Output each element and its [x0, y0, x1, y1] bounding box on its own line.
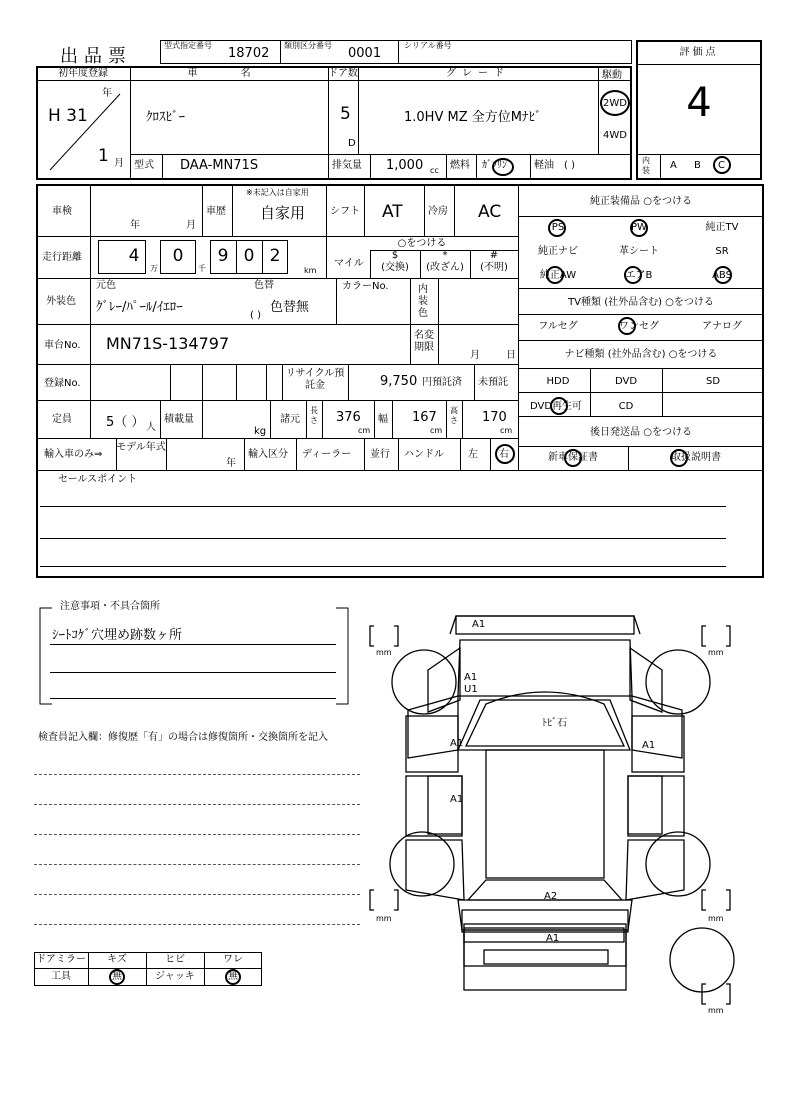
tools-label: 工具: [51, 971, 71, 982]
grade-label: グレード: [446, 68, 510, 79]
divider: [166, 438, 167, 470]
sales-line: [40, 538, 726, 539]
disp-unit: cc: [430, 166, 439, 175]
jack-value: 無: [228, 971, 238, 982]
divider: [170, 364, 171, 400]
handle-circle-mark: [495, 444, 515, 464]
dims-label: 諸元: [280, 414, 300, 425]
divider: [322, 400, 323, 438]
divider: [446, 400, 447, 438]
mark-hood-left2: U1: [464, 684, 478, 695]
equip-circle-mark: [630, 219, 648, 237]
divider: [202, 184, 203, 236]
shift-label: シフト: [330, 206, 360, 217]
mark-front: A1: [472, 619, 486, 630]
fuel-paren: ( ): [564, 160, 575, 171]
divider: [162, 154, 163, 180]
grade-value: 1.0HV MZ 全方位Mﾅﾋﾞ: [404, 110, 542, 125]
exch-sym: $: [391, 250, 399, 261]
mark-hood-left: A1: [464, 672, 478, 683]
drive-circle-mark: [600, 90, 630, 116]
equip-aw: 純正AW: [539, 270, 577, 281]
history-value: 自家用: [260, 204, 306, 222]
divider: [232, 184, 233, 236]
color-value: ｸﾞﾚｰ/ﾊﾟｰﾙ/ｲｴﾛｰ: [96, 300, 183, 315]
fuel-label: 燃料: [450, 160, 470, 171]
mileage-digit-2: 0: [172, 246, 184, 266]
equip-navi: 純正ナビ: [538, 246, 578, 257]
chassis-value: MN71S-134797: [106, 334, 230, 353]
wid-cm: cm: [430, 426, 443, 435]
fuel-gas: ｶﾞｿﾘﾝ: [482, 160, 507, 171]
navi-dvdplay: DVD再生可: [529, 401, 583, 412]
fuel-light: 軽油: [534, 160, 554, 171]
divider: [364, 184, 365, 236]
load-unit: kg: [254, 426, 267, 437]
divider: [280, 40, 281, 64]
navi-title: ナビ種類 (社外品含む) ○をつける: [564, 349, 718, 360]
mark-lf-door: A1: [450, 738, 464, 749]
page-title: 出品票: [60, 46, 132, 67]
divider: [36, 364, 518, 365]
divider: [160, 400, 161, 438]
inspector-line: [34, 894, 360, 895]
type-cert-value: 18702: [228, 46, 270, 61]
navi-circle-mark: [550, 397, 568, 415]
wid-value: 167: [412, 410, 437, 425]
capacity-label: 定員: [52, 414, 72, 425]
color-sub: 元色: [96, 280, 116, 291]
insp-year: 年: [130, 220, 140, 231]
divider: [398, 438, 399, 470]
mm-label: mm: [376, 914, 392, 923]
mileage-km: km: [304, 266, 317, 275]
divider: [518, 288, 764, 289]
fumei-label: (不明): [480, 262, 508, 273]
divider: [370, 154, 371, 180]
mark-lr-door: A1: [450, 794, 464, 805]
divider: [518, 446, 764, 447]
hei-label: 高さ: [450, 406, 458, 425]
divider: [410, 324, 411, 364]
regno-label: 登録No.: [44, 378, 81, 389]
tools-value: 無: [112, 971, 122, 982]
divider: [90, 364, 91, 400]
inspector-line: [34, 834, 360, 835]
recycle-value: 9,750: [380, 374, 418, 389]
divider: [518, 368, 764, 369]
kaizan-sym: *: [442, 250, 448, 261]
namehen-day: 日: [506, 350, 516, 361]
capacity-value: 5（ ）: [106, 415, 145, 430]
later-manual: 取扱説明書: [671, 452, 721, 463]
mileage-digit-5: 2: [269, 246, 281, 266]
hei-value: 170: [482, 410, 507, 425]
divider: [336, 278, 337, 324]
equip-title: 純正装備品 ○をつける: [590, 196, 692, 207]
divider: [328, 154, 329, 180]
divider: [392, 400, 393, 438]
crack-label: ヒビ: [165, 954, 185, 965]
divider: [90, 400, 91, 438]
drive-label: 駆動: [602, 70, 622, 81]
namehen-label: 名変期限: [414, 330, 434, 353]
divider: [590, 368, 591, 416]
divider: [410, 278, 411, 324]
history-label: 車歴: [206, 206, 226, 217]
namehen-month: 月: [470, 350, 480, 361]
fuel-circle-mark: [492, 158, 514, 176]
divider: [130, 66, 131, 180]
doors-sub: D: [348, 138, 356, 149]
drive-4wd: 4WD: [603, 130, 627, 141]
divider: [474, 364, 475, 400]
ac-value: AC: [478, 202, 502, 222]
divider: [636, 64, 762, 65]
wid-label: 幅: [378, 414, 388, 425]
divider: [438, 278, 439, 324]
divider: [236, 364, 237, 400]
right-label: 右: [499, 449, 509, 460]
model-label: 型式: [134, 160, 154, 171]
divider: [130, 154, 632, 155]
serial-label: シリアル番号: [404, 41, 452, 50]
divider: [348, 364, 349, 400]
later-title: 後日発送品 ○をつける: [590, 427, 692, 438]
doors-label: ドア数: [328, 68, 358, 79]
shift-value: AT: [382, 202, 403, 222]
interior-label: 内装: [642, 156, 650, 175]
color-no-label: カラーNo.: [342, 281, 389, 292]
divider: [518, 392, 764, 393]
history-note: ※未記入は自家用: [246, 188, 309, 197]
divider: [462, 400, 463, 438]
reg-year-label: 年: [102, 88, 112, 99]
equip-circle-mark: [548, 219, 566, 237]
divider: [424, 184, 425, 236]
divider: [34, 968, 262, 969]
divider: [364, 438, 365, 470]
equip-circle-mark: [714, 266, 732, 284]
interior-a: A: [670, 160, 677, 171]
model-year-label: モデル年式: [116, 442, 166, 453]
reg-label: 初年度登録: [58, 68, 108, 79]
mm-label: mm: [708, 914, 724, 923]
mark-rear: A2: [544, 891, 558, 902]
handle-label: ハンドル: [404, 449, 444, 460]
divider: [490, 438, 491, 470]
reg-month: 1: [98, 146, 109, 166]
mark-roof: ﾄﾋﾞ石: [542, 718, 567, 729]
ac-label: 冷房: [428, 206, 448, 217]
divider: [438, 324, 439, 364]
navi-dvd: DVD: [614, 376, 638, 387]
color-paren: ( ): [250, 310, 261, 321]
trim-label: 内装色: [418, 284, 428, 319]
equip-airbag: エアB: [625, 270, 653, 281]
interior-circle-mark: [713, 156, 731, 174]
tv-oneseg: ワンセグ: [619, 321, 659, 332]
notes-line1: ｼｰﾄｺｹﾞ穴埋め跡数ヶ所: [52, 628, 183, 643]
interior-c: C: [718, 160, 725, 171]
divider: [36, 236, 518, 237]
mm-label: mm: [708, 648, 724, 657]
left-label: 左: [468, 449, 478, 460]
mileage-digit-3: 9: [217, 246, 229, 266]
equip-tv: 純正TV: [705, 222, 739, 233]
equip-circle-mark: [546, 266, 564, 284]
inspector-line: [34, 804, 360, 805]
divider: [660, 154, 661, 180]
disp-label: 排気量: [332, 160, 362, 171]
divider: [628, 446, 629, 470]
mirror-label: ドアミラー: [36, 954, 86, 965]
mile-label: マイル: [334, 258, 364, 269]
divider: [446, 154, 447, 180]
divider: [36, 438, 518, 439]
divider: [296, 438, 297, 470]
mm-label: mm: [376, 648, 392, 657]
score-value: 4: [686, 80, 712, 126]
car-name-label: 車 名: [187, 68, 271, 79]
tv-title: TV種類 (社外品含む) ○をつける: [568, 297, 714, 308]
import-label: 輸入車のみ⇒: [44, 449, 103, 460]
parallel-label: 並行: [370, 449, 390, 460]
chassis-label: 車台No.: [44, 340, 81, 351]
navi-sd: SD: [705, 376, 721, 387]
recycle-unit: 円預託済: [422, 377, 462, 388]
notes-line: [50, 698, 336, 699]
model-year-unit: 年: [226, 458, 236, 469]
kaizan-label: (改ざん): [426, 262, 464, 273]
later-circle-mark: [670, 449, 688, 467]
divider: [636, 154, 762, 155]
divider: [326, 184, 327, 236]
divider: [270, 400, 271, 438]
sales-line: [40, 506, 726, 507]
divider: [530, 154, 531, 180]
insp-month: 月: [186, 220, 196, 231]
inspector-line: [34, 774, 360, 775]
inspector-label: 検査員記入欄：修復歴「有」の場合は修復箇所・交換箇所を記入: [38, 732, 328, 743]
doors-value: 5: [340, 104, 351, 124]
hei-cm: cm: [500, 426, 513, 435]
divider: [454, 184, 455, 236]
jack-circle-mark: [225, 969, 241, 985]
equip-sr: SR: [715, 246, 729, 257]
exch-label: (交換): [381, 262, 409, 273]
mile-mark: ○をつける: [397, 238, 447, 249]
equip-circle-mark: [624, 266, 642, 284]
scratch-label: キズ: [107, 954, 127, 965]
mileage-digit-1: 4: [128, 246, 140, 266]
capacity-unit: 人: [146, 422, 156, 433]
sales-line: [40, 566, 726, 567]
len-label: 長さ: [310, 406, 318, 425]
jack-label: ジャッキ: [155, 971, 195, 982]
divider: [202, 364, 203, 400]
divider: [518, 416, 764, 417]
divider: [636, 154, 637, 180]
type-cert-label: 型式指定番号: [164, 41, 212, 50]
mileage-label: 走行距離: [42, 252, 82, 263]
divider: [598, 66, 599, 154]
divider: [244, 438, 245, 470]
import-div-label: 輸入区分: [248, 449, 288, 460]
drive-2wd: 2WD: [603, 98, 627, 109]
dealer-label: ディーラー: [302, 449, 352, 460]
divider: [518, 340, 764, 341]
score-label: 評価点: [679, 47, 719, 58]
recycle-none: 未預託: [478, 377, 508, 388]
divider: [36, 80, 632, 81]
later-warranty: 新車保証書: [548, 452, 598, 463]
divider: [36, 470, 764, 471]
color-label: 外装色: [46, 296, 76, 307]
divider: [90, 236, 91, 278]
car-diagram: [360, 600, 770, 1020]
tools-circle-mark: [109, 969, 125, 985]
divider: [90, 278, 91, 324]
mm-label: mm: [708, 1006, 724, 1015]
len-cm: cm: [358, 426, 371, 435]
color-change-label: 色替: [254, 280, 274, 291]
category-value: 0001: [348, 46, 382, 61]
divider: [460, 438, 461, 470]
mileage-man: 万: [150, 264, 158, 273]
notes-title: 注意事項・不具合箇所: [60, 601, 160, 612]
divider: [36, 324, 518, 325]
model-value: DAA-MN71S: [180, 158, 259, 173]
tv-analog: アナログ: [702, 321, 742, 332]
color-change-value: 色替無: [270, 300, 310, 315]
equip-leather: 革シート: [619, 246, 659, 257]
reg-month-label: 月: [114, 158, 124, 169]
mark-rf-door: A1: [642, 740, 656, 751]
divider: [36, 278, 518, 279]
divider: [90, 324, 91, 364]
car-name-value: ｸﾛｽﾋﾞｰ: [146, 110, 185, 125]
notes-bracket: [34, 604, 354, 708]
inspection-label: 車検: [52, 206, 72, 217]
tv-fullseg: フルセグ: [538, 321, 578, 332]
equip-pw: PW: [631, 222, 647, 233]
notes-line: [50, 644, 336, 645]
divider: [374, 400, 375, 438]
disp-value: 1,000: [386, 158, 424, 173]
divider: [518, 314, 764, 315]
inspector-line: [34, 864, 360, 865]
interior-b: B: [694, 160, 701, 171]
divider: [266, 364, 267, 400]
break-label: ワレ: [223, 954, 243, 965]
inspector-line: [34, 924, 360, 925]
equip-ps: PS: [551, 222, 565, 233]
divider: [518, 216, 764, 217]
fumei-sym: #: [489, 250, 499, 261]
divider: [398, 40, 399, 64]
len-value: 376: [336, 410, 361, 425]
tv-circle-mark: [618, 317, 636, 335]
notes-line: [50, 672, 336, 673]
later-circle-mark: [564, 449, 582, 467]
sales-label: セールスポイント: [58, 474, 138, 485]
divider: [306, 400, 307, 438]
equip-abs: ABS: [712, 270, 732, 281]
divider: [662, 368, 663, 416]
navi-cd: CD: [618, 401, 634, 412]
reg-era: H 31: [48, 106, 88, 126]
category-label: 類別区分番号: [284, 41, 332, 50]
navi-hdd: HDD: [546, 376, 570, 387]
divider: [476, 154, 477, 180]
divider: [202, 400, 203, 438]
mark-bumper: A1: [546, 933, 560, 944]
mileage-sen: 千: [198, 264, 206, 273]
recycle-label: リサイクル預託金: [285, 368, 345, 391]
divider: [90, 184, 91, 236]
mileage-digit-4: 0: [243, 246, 255, 266]
load-label: 積載量: [164, 414, 194, 425]
